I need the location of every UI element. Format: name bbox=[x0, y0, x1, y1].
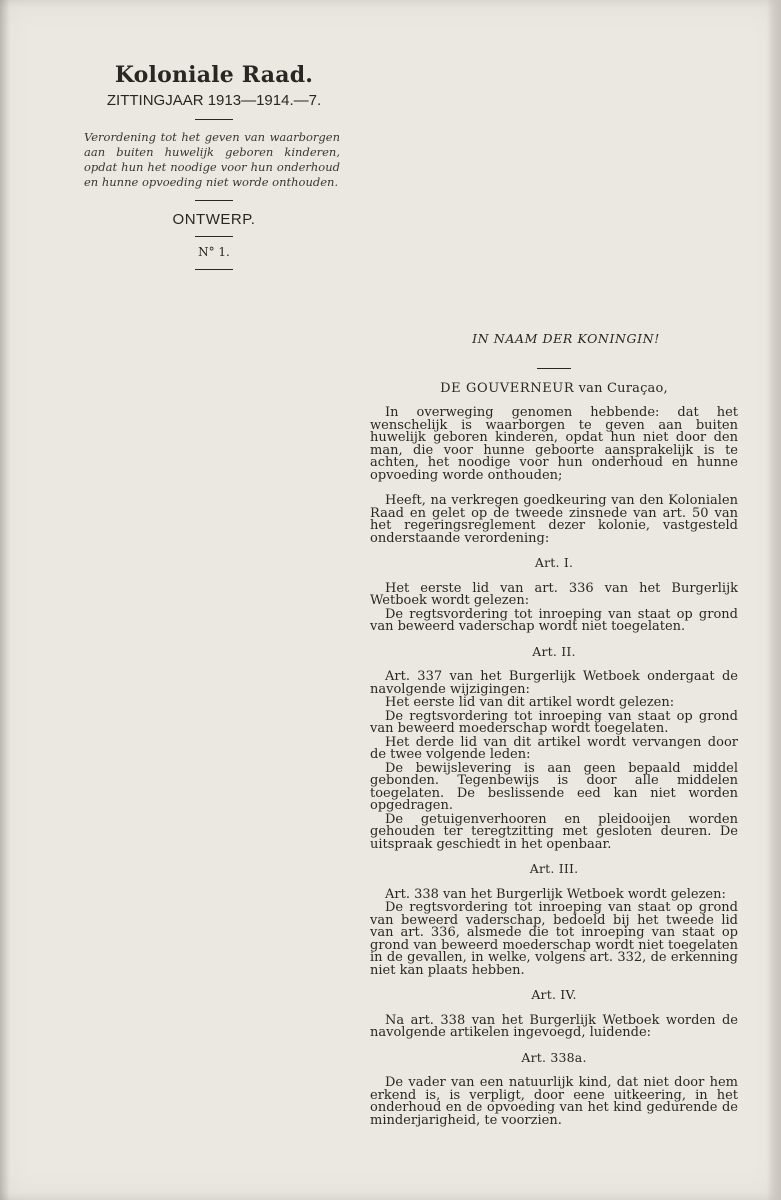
page-edge bbox=[767, 0, 781, 1200]
article-heading: Art. III. bbox=[529, 861, 579, 876]
preamble-paragraph: In overweging genomen hebbende: dat het wenschelijk is waarborgen te geven aan buiten huwelijk geboren kinderen, opdat hun niet door den man, die voor hunne geboorte aansprakelijk is te achten, het noodige voor hun onderhoud en hunne opvoeding worde onthouden; bbox=[370, 405, 738, 483]
header-divider bbox=[195, 269, 233, 270]
article-paragraph: Het eerste lid van dit artikel wordt gelezen: bbox=[385, 695, 675, 710]
body-divider bbox=[537, 368, 571, 369]
preamble-paragraph: Heeft, na verkregen goedkeuring van den Kolonialen Raad en gelet op de tweede zinsnede van art. 50 van het regeringsreglement dezer kolonie, vastgesteld onderstaande verordening: bbox=[370, 493, 738, 546]
governor-title: DE GOUVERNEUR bbox=[440, 380, 575, 396]
governor-line bbox=[370, 380, 738, 396]
article-paragraph: De regtsvordering tot inroeping van staat op grond van beweerd moederschap wordt toegelaten. bbox=[370, 708, 738, 736]
article-paragraph: Het eerste lid van art. 336 van het Burgerlijk Wetboek wordt gelezen: bbox=[370, 580, 738, 608]
article-paragraph: Art. 338 van het Burgerlijk Wetboek wordt gelezen: bbox=[385, 886, 726, 902]
article-paragraph: De regtsvordering tot inroeping van staat op grond van beweerd vaderschap, bedoeld bij het tweede lid van art. 336, alsmede die tot inroeping van staat op grond van beweerd moederschap wordt niet toegelaten in de gevallen, in welke, volgens art. 332, de erkenning niet kan plaats hebben. bbox=[370, 900, 738, 978]
header-divider bbox=[195, 119, 233, 120]
document-header bbox=[80, 62, 348, 280]
header-divider bbox=[195, 236, 233, 237]
header-divider bbox=[195, 200, 233, 201]
article-paragraph: De bewijslevering is aan geen bepaald middel gebonden. Tegenbewijs is door alle middelen toegelaten. De beslissende eed kan niet worden opgedragen. bbox=[370, 760, 738, 813]
article-paragraph: De regtsvordering tot inroeping van staat op grond van beweerd vaderschap wordt niet toegelaten. bbox=[370, 606, 738, 634]
article-paragraph: De getuigenverhooren en pleidooijen worden gehouden ter teregtzitting met gesloten deuren. De uitspraak geschiedt in het openbaar. bbox=[370, 811, 738, 852]
invocation: IN NAAM DER KONINGIN! bbox=[472, 331, 660, 346]
article-paragraph: Het derde lid van dit artikel wordt vervangen door de twee volgende leden: bbox=[370, 734, 738, 762]
session-year: ZITTINGJAAR 1913—1914.—7. bbox=[106, 92, 322, 109]
article-heading: Art. I. bbox=[534, 555, 574, 570]
article-paragraph: De vader van een natuurlijk kind, dat niet door hem erkend is, is verpligt, door eene uitkeering, in het onderhoud en de opvoeding van het kind gedurende de minderjarigheid, te voorzien. bbox=[370, 1075, 738, 1128]
article-heading: Art. IV. bbox=[531, 987, 577, 1002]
council-title: Koloniale Raad. bbox=[114, 62, 314, 88]
document-number: N° 1. bbox=[198, 245, 230, 259]
draft-label: ONTWERP. bbox=[172, 211, 256, 228]
article-paragraph: Art. 337 van het Burgerlijk Wetboek ondergaat de navolgende wijzigingen: bbox=[370, 669, 738, 697]
article-paragraph: Na art. 338 van het Burgerlijk Wetboek worden de navolgende artikelen ingevoegd, luidende: bbox=[370, 1012, 738, 1040]
article-heading: Art. 338a. bbox=[521, 1049, 587, 1065]
spine-shadow bbox=[0, 0, 10, 1200]
article-heading: Art. II. bbox=[532, 643, 576, 659]
governor-place: van Curaçao, bbox=[578, 380, 668, 396]
ordinance-body bbox=[370, 333, 738, 1136]
ordinance-description: Verordening tot het geven van waarborgen aan buiten huwelijk geboren kinderen, opdat hun het noodige voor hun onderhoud en hunne opvoeding niet worde onthouden. bbox=[84, 130, 340, 189]
